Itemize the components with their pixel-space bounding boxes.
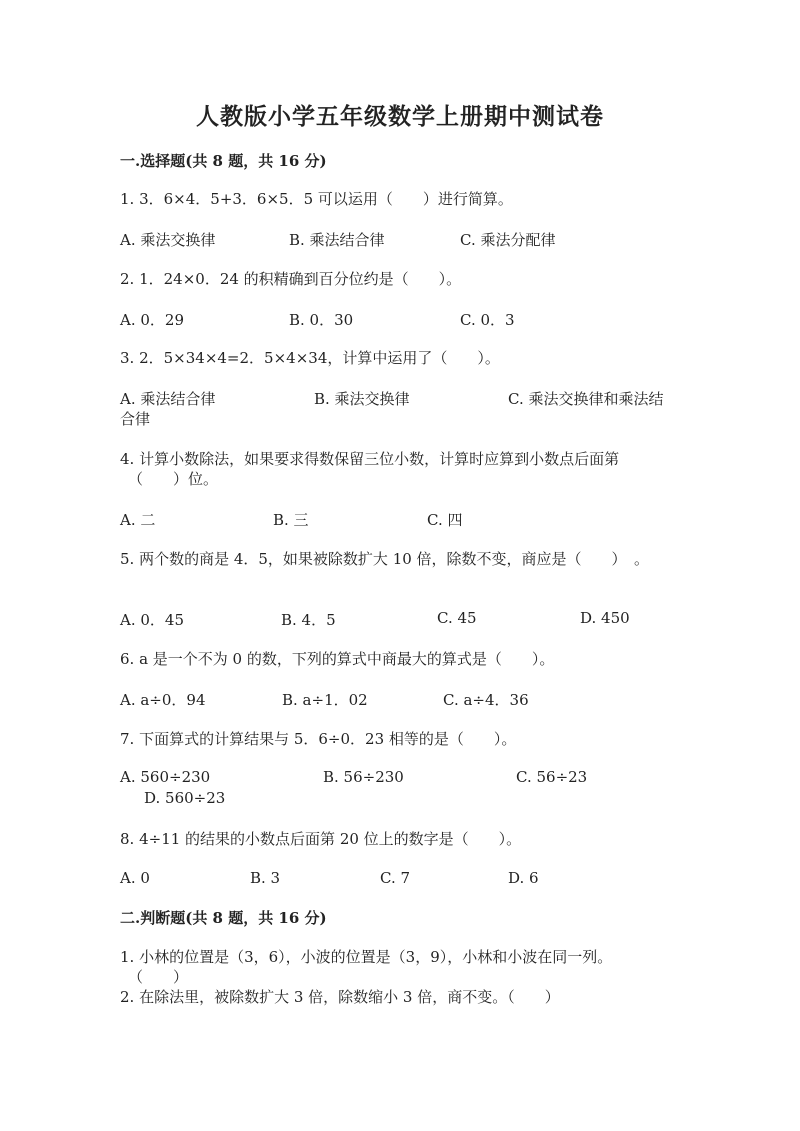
q6-option-c: C. a÷4．36 bbox=[443, 691, 529, 709]
tf-question-1: 1. 小林的位置是（3，6），小波的位置是（3，9），小林和小波在同一列。 bbox=[120, 948, 613, 966]
question-4-continued: （ ）位。 bbox=[128, 470, 219, 488]
question-7: 7. 下面算式的计算结果与 5．6÷0．23 相等的是（ ）。 bbox=[120, 730, 517, 748]
q4-option-c: C. 四 bbox=[427, 511, 463, 529]
question-3: 3. 2．5×34×4=2．5×4×34，计算中运用了（ ）。 bbox=[120, 349, 500, 367]
q3-option-b: B. 乘法交换律 bbox=[314, 390, 410, 408]
q3-option-a: A. 乘法结合律 bbox=[120, 390, 216, 408]
tf-question-2: 2. 在除法里，被除数扩大 3 倍，除数缩小 3 倍，商不变。（ ） bbox=[120, 988, 560, 1006]
q3-option-c-continued: 合律 bbox=[120, 410, 151, 428]
question-1: 1. 3．6×4．5+3．6×5．5 可以运用（ ）进行简算。 bbox=[120, 190, 513, 208]
q2-option-b: B. 0．30 bbox=[289, 311, 354, 329]
q6-option-a: A. a÷0．94 bbox=[120, 691, 206, 709]
q7-option-d: D. 560÷23 bbox=[144, 789, 226, 807]
q5-option-d: D. 450 bbox=[580, 609, 630, 627]
q1-option-a: A. 乘法交换律 bbox=[120, 231, 216, 249]
q5-option-a: A. 0．45 bbox=[120, 611, 184, 629]
q5-option-b: B. 4．5 bbox=[281, 611, 336, 629]
section-heading-true-false: 二.判断题(共 8 题，共 16 分) bbox=[120, 909, 327, 927]
tf-question-1-continued: （ ） bbox=[128, 968, 189, 986]
q2-option-a: A. 0．29 bbox=[120, 311, 184, 329]
section-heading-multiple-choice: 一.选择题(共 8 题，共 16 分) bbox=[120, 152, 327, 170]
question-6: 6. a 是一个不为 0 的数，下列的算式中商最大的算式是（ ）。 bbox=[120, 650, 555, 668]
q8-option-d: D. 6 bbox=[508, 869, 539, 887]
question-8: 8. 4÷11 的结果的小数点后面第 20 位上的数字是（ ）。 bbox=[120, 830, 522, 848]
q8-option-b: B. 3 bbox=[250, 869, 281, 887]
q2-option-c: C. 0．3 bbox=[460, 311, 515, 329]
q7-option-a: A. 560÷230 bbox=[120, 768, 211, 786]
q1-option-b: B. 乘法结合律 bbox=[289, 231, 385, 249]
q4-option-a: A. 二 bbox=[120, 511, 156, 529]
q8-option-a: A. 0 bbox=[120, 869, 150, 887]
q8-option-c: C. 7 bbox=[380, 869, 411, 887]
q4-option-b: B. 三 bbox=[273, 511, 309, 529]
q7-option-b: B. 56÷230 bbox=[323, 768, 404, 786]
q3-option-c: C. 乘法交换律和乘法结 bbox=[508, 390, 664, 408]
page-title: 人教版小学五年级数学上册期中测试卷 bbox=[196, 103, 604, 130]
question-2: 2. 1．24×0．24 的积精确到百分位约是（ ）。 bbox=[120, 270, 462, 288]
q5-option-c: C. 45 bbox=[437, 609, 477, 627]
question-4: 4. 计算小数除法，如果要求得数保留三位小数，计算时应算到小数点后面第 bbox=[120, 450, 620, 468]
q6-option-b: B. a÷1．02 bbox=[282, 691, 368, 709]
q1-option-c: C. 乘法分配律 bbox=[460, 231, 556, 249]
question-5: 5. 两个数的商是 4．5，如果被除数扩大 10 倍，除数不变，商应是（ ） 。 bbox=[120, 550, 650, 568]
q7-option-c: C. 56÷23 bbox=[516, 768, 588, 786]
